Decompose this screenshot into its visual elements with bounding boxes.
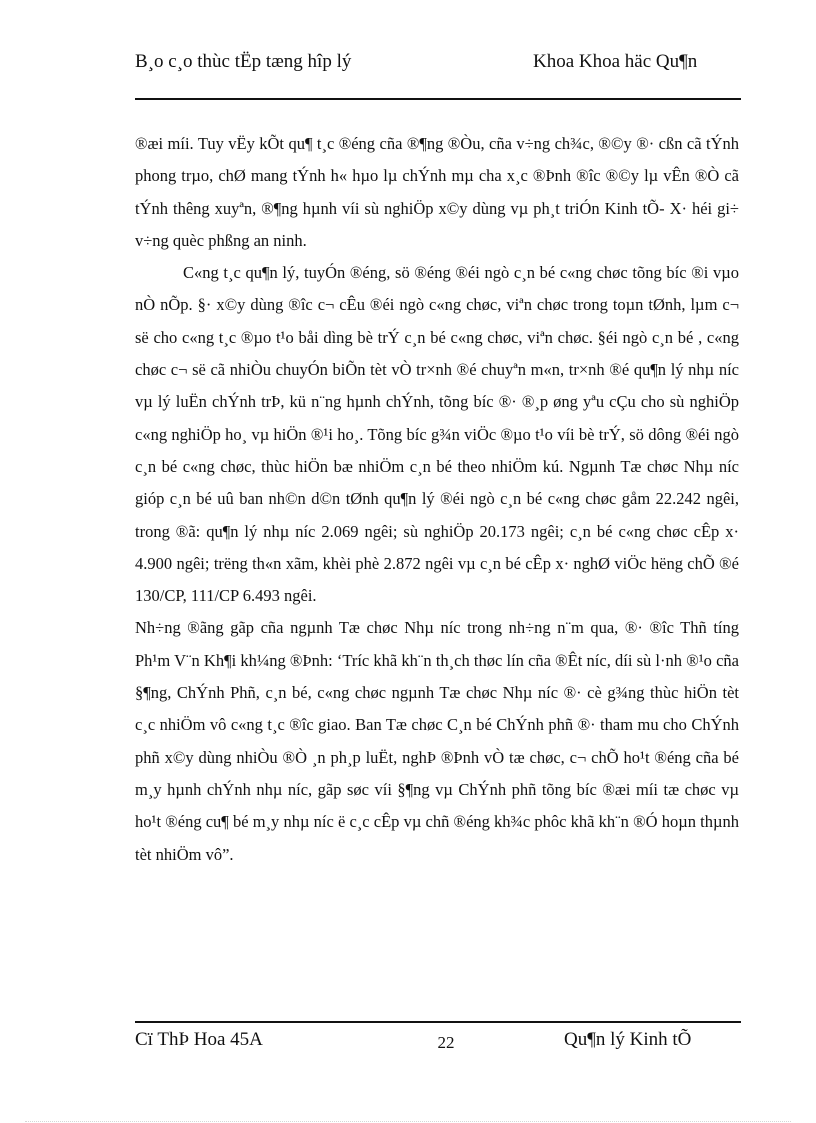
- paragraph: ®æi míi. Tuy vËy kÕt qu¶ t¸c ®éng cña ®¶ng ®Òu, cña v÷ng ch¾c, ®©y ®· cßn cã tÝnh phong trµo, chØ mang tÝnh h« hµo lµ chÝnh mµ cha x¸c ®Þnh ®îc ®©y lµ vÊn ®Ò cã tÝnh thêng xuyªn, ®¶ng hµnh víi sù nghiÖp x©y dùng vµ ph¸t triÓn Kinh tÕ- X· héi gi÷ v÷ng quèc phßng an ninh.: [135, 134, 739, 250]
- page-number: 22: [437, 1033, 455, 1052]
- header-faculty: Khoa Khoa häc Qu¶n: [533, 51, 698, 72]
- paragraph: Nh÷ng ®ãng gãp cña ngµnh Tæ chøc Nhµ níc trong nh÷ng n¨m qua, ®· ®îc Thñ tíng Ph¹m V¨n Kh¶i kh¼ng ®Þnh: ‘Tríc khã kh¨n th¸ch thøc lín cña ®Êt níc, díi sù l·nh ®¹o cña §¶ng, ChÝnh Phñ, c¸n bé, c«ng chøc ngµnh Tæ chøc Nhµ níc ®· cè g¾ng thùc hiÖn tèt c¸c nhiÖm vô c«ng t¸c ®îc giao. Ban Tæ chøc C¸n bé ChÝnh phñ ®· tham mu cho ChÝnh phñ x©y dùng nhiÒu ®Ò ¸n ph¸p luËt, nghÞ ®Þnh vÒ tæ chøc, c¬ chÕ ho¹t ®éng cña bé m¸y hµnh chÝnh nhµ níc, gãp søc víi §¶ng vµ ChÝnh phñ tõng bíc ®æi míi tæ chøc vµ ho¹t ®éng cu¶ bé m¸y nhµ níc ë c¸c cÊp vµ chñ ®éng kh¾c phôc khã kh¨n ®Ó hoµn thµnh tèt nhiÖm vô”.: [135, 618, 739, 864]
- header-report-title: B¸o c¸o thùc tËp tæng hîp lý: [135, 51, 352, 72]
- paragraph: C«ng t¸c qu¶n lý, tuyÓn ®éng, sö ®éng ®éi ngò c¸n bé c«ng chøc tõng bíc ®i vµo nÒ nÕp. §· x©y dùng ®îc c¬ cÊu ®éi ngò c«ng chøc, viªn chøc trong toµn tØnh, lµm c¬ së cho c«ng t¸c ®µo t¹o båi dìng bè trÝ c¸n bé c«ng chøc, viªn chøc. §éi ngò c¸n bé , c«ng chøc c¬ së cã nhiÒu chuyÓn biÕn tèt vÒ tr×nh ®é chuyªn m«n, tr×nh ®é qu¶n lý nhµ níc vµ lý luËn chÝnh trÞ, kü n¨ng hµnh chÝnh, tõng bíc ®· ®¸p øng yªu cÇu cho sù nghiÖp c«ng nghiÖp ho¸ vµ hiÖn ®¹i ho¸. Tõng bíc g¾n viÖc ®µo t¹o víi bè trÝ, sö dông ®éi ngò c¸n bé c«ng chøc, thùc hiÖn bæ nhiÖm c¸n bé theo nhiÖm kú. Ngµnh Tæ chøc Nhµ níc gióp c¸n bé uû ban nh©n d©n tØnh qu¶n lý ®éi ngò c¸n bé c«ng chøc gåm 22.242 ngêi, trong ®ã: qu¶n lý nhµ níc 2.069 ngêi; sù nghiÖp 20.173 ngêi; c¸n bé c«ng chøc cÊp x· 4.900 ngêi; trëng th«n xãm, khèi phè 2.872 ngêi vµ c¸n bé cÊp x· nghØ viÖc hëng chÕ ®é 130/CP, 111/CP 6.493 ngêi.: [135, 263, 739, 606]
- header-rule: [135, 98, 741, 100]
- footer-department: Qu¶n lý Kinh tÕ: [564, 1029, 692, 1050]
- footer-rule: [135, 1021, 741, 1023]
- document-body: [135, 128, 739, 871]
- footer-author: Cï ThÞ Hoa 45A: [135, 1029, 263, 1050]
- page-edge-divider: [25, 1121, 791, 1122]
